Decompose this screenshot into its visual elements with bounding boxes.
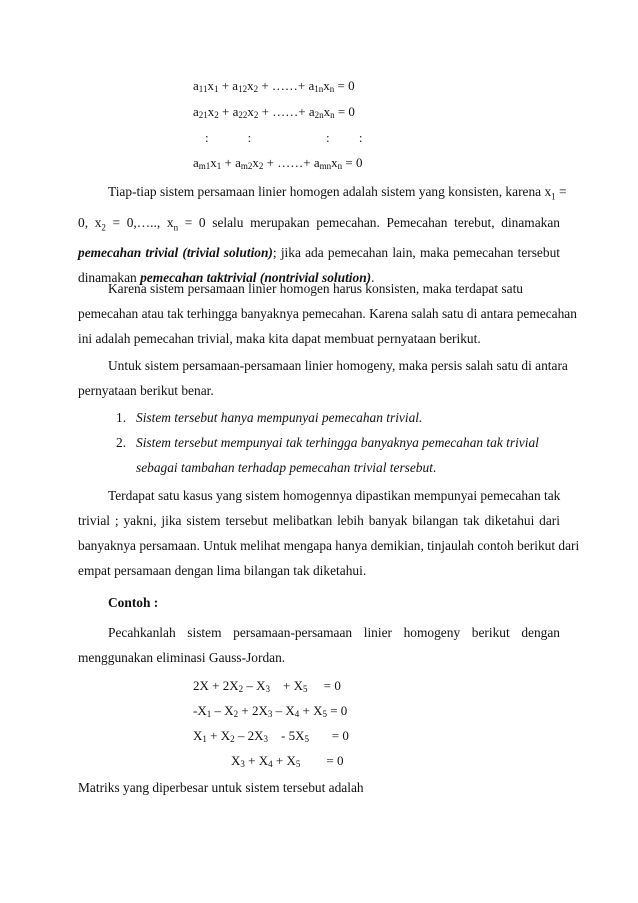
example-heading: Contoh :	[108, 595, 159, 610]
general-equation-1: $a_{11}x_1 + a_{12}x_2$ + ……+ $a_{1n}x_n = 0$	[193, 78, 355, 94]
list-item: 1. Sistem tersebut hanya mempunyai pemecahan trivial.	[116, 410, 423, 425]
general-equation-dots: : : : :	[205, 130, 363, 145]
term-nontrivial-solution: pemecahan taktrivial (nontrivial solution)	[140, 270, 372, 286]
paragraph-consistency: Karena sistem persamaan linier homogen harus konsisten, maka terdapat satu pemecahan atau tak terhingga banyaknya pemecahan. Karena salah satu di antara pemecahan ini adalah pemecahan trivial, maka kita dapat membuat pernyataan berikut.	[78, 281, 577, 346]
paragraph-statement-intro: Untuk sistem persamaan-persamaan linier homogeny, maka persis salah satu di antara pernyataan berikut benar.	[78, 358, 568, 398]
statement-list	[116, 405, 556, 480]
example-equation-2: $-X_1 - X_2 + 2X_3 - X_4 + X_5 = 0$	[193, 703, 348, 719]
example-equation-3: $X_1 + X_2 - 2X_3$ - $5X_5$ = 0	[193, 728, 349, 744]
general-equation-m: $a_{m1}x_1 + a_{m2}x_2$ + ……+ $a_{mn}x_n = 0$	[193, 155, 363, 171]
paragraph-example-task: Pecahkanlah sistem persamaan-persamaan linier homogeny berikut dengan menggunakan eliminasi Gauss-Jordan.	[78, 625, 560, 665]
paragraph-nontrivial-case: Terdapat satu kasus yang sistem homogennya dipastikan mempunyai pemecahan tak trivial ; yakni, jika sistem tersebut melibatkan lebih banyak bilangan tak diketahui dari banyaknya persamaan. Untuk melihat mengapa hanya demikian, tinjaulah contoh berikut dari empat persamaan dengan lima bilangan tak diketahui.	[78, 488, 580, 578]
general-equation-2: $a_{21}x_2 + a_{22}x_2$ + ……+ $a_{2n}x_n = 0$	[193, 104, 355, 120]
example-equation-4: $X_3 + X_4 + X_5$ = 0	[231, 753, 344, 769]
paragraph-trivial-solution: Tiap-tiap sistem persamaan linier homogen adalah sistem yang konsisten, karena $x_1$ = 0, $x_2$ = 0,….., $x_n = 0$ selalu merupakan pemecahan. Pemecahan terebut, dinamakan pemecahan trivial (trivial solution); jika ada pemecahan lain, maka pemecahan tersebut dinamakan pemecahan taktrivial (nontrivial solution).	[78, 184, 567, 286]
term-trivial-solution: pemecahan trivial (trivial solution)	[78, 245, 273, 261]
list-item: 2. Sistem tersebut mempunyai tak terhingga banyaknya pemecahan tak trivial sebagai tambahan terhadap pemecahan trivial tersebut.	[116, 435, 539, 475]
example-equation-1: $2X + 2X_2 - X_3$ + $X_5$ = 0	[193, 678, 341, 694]
closing-sentence: Matriks yang diperbesar untuk sistem tersebut adalah	[78, 780, 364, 795]
